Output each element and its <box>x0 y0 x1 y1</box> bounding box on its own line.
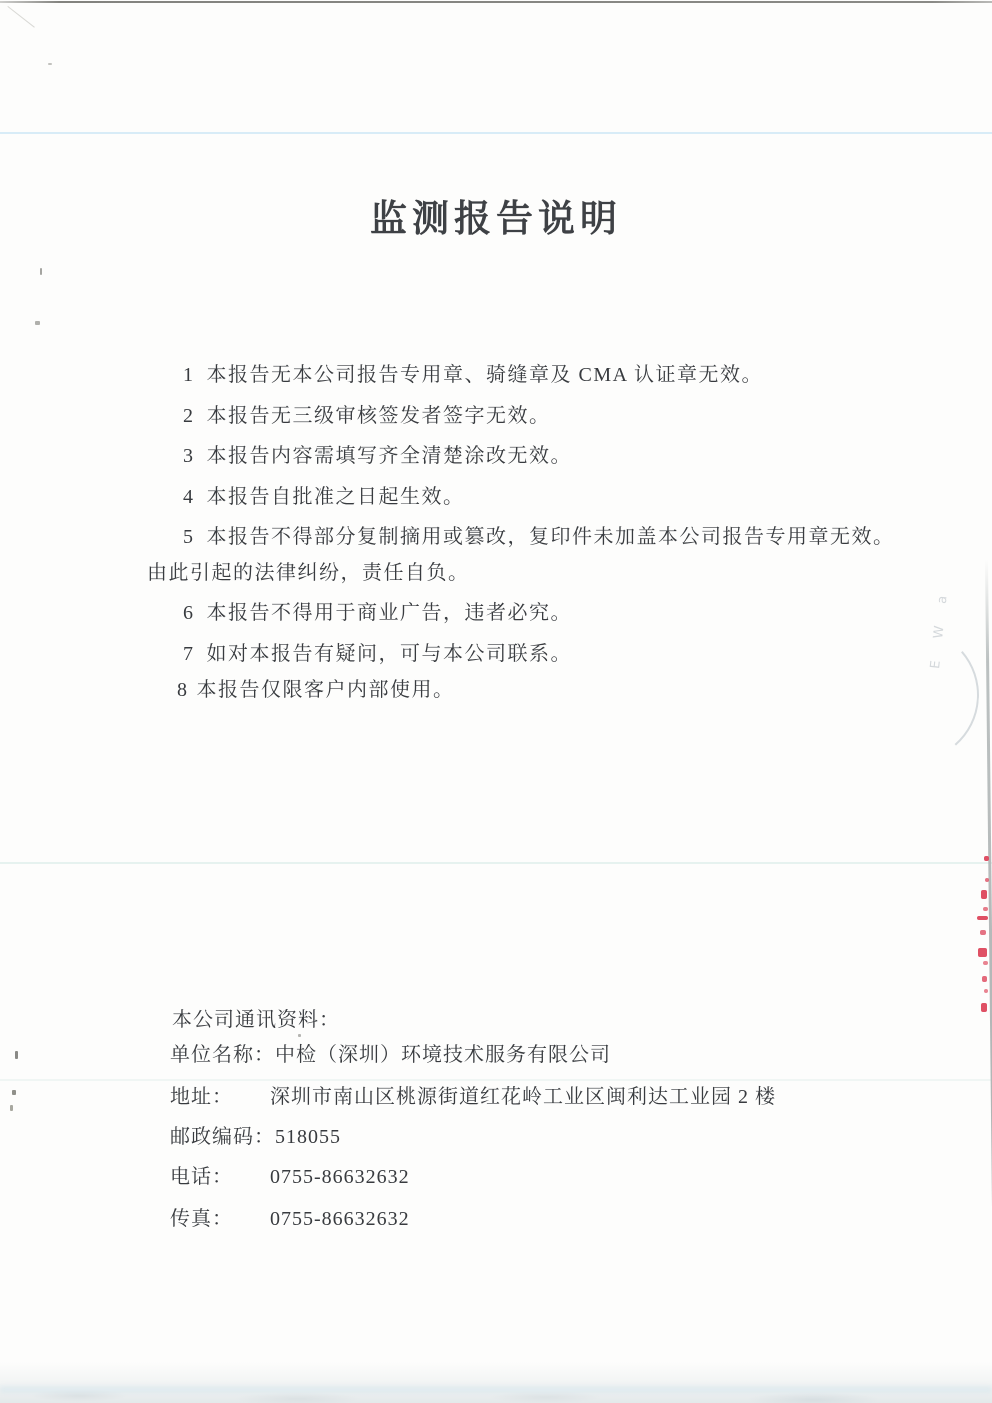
note-number: 5 <box>183 526 195 548</box>
note-text: 本报告不得用于商业广告，违者必究。 <box>206 602 572 624</box>
scan-line-upper <box>0 132 992 134</box>
ink-mark <box>982 976 987 982</box>
note-number: 4 <box>183 486 195 508</box>
contact-label: 地址： <box>170 1086 233 1108</box>
ink-mark <box>978 948 987 957</box>
contact-label: 单位名称： <box>170 1044 275 1066</box>
stamp-arc <box>840 623 983 766</box>
note-text: 由此引起的法律纠纷，责任自负。 <box>147 562 470 584</box>
note-item-4 <box>183 486 465 508</box>
ink-mark <box>980 930 986 935</box>
note-number: 2 <box>183 405 195 427</box>
scan-line-middle <box>0 862 992 864</box>
note-text: 本报告无本公司报告专用章、骑缝章及 CMA 认证章无效。 <box>206 364 763 386</box>
contact-label: 传真： <box>170 1208 233 1230</box>
bottom-scan-band <box>0 1362 992 1403</box>
dust-speck <box>15 1051 18 1059</box>
dust-speck <box>48 63 52 65</box>
note-item-2 <box>183 405 551 427</box>
dust-speck <box>10 1105 13 1111</box>
note-text: 本报告无三级审核签发者签字无效。 <box>206 405 551 427</box>
contact-label: 电话： <box>170 1166 233 1188</box>
scan-top-edge <box>0 1 992 3</box>
note-number: 6 <box>183 602 195 624</box>
dust-speck <box>298 1034 301 1037</box>
contact-row-postcode <box>170 1126 341 1148</box>
contact-row-fax <box>170 1208 410 1230</box>
contact-row-phone <box>170 1166 410 1188</box>
contact-row-address <box>170 1086 776 1108</box>
note-number: 1 <box>183 364 195 386</box>
dust-speck <box>12 1090 16 1095</box>
note-item-5-continuation <box>147 562 470 584</box>
ink-mark <box>984 856 989 861</box>
stamp-letters: E W a <box>928 586 952 670</box>
scan-line-lower <box>0 1079 992 1081</box>
ink-mark <box>983 907 988 911</box>
ink-mark <box>981 1003 987 1012</box>
contact-value: 中检（深圳）环境技术服务有限公司 <box>275 1044 611 1066</box>
note-item-5 <box>183 526 895 548</box>
corner-crease <box>7 6 34 28</box>
note-text: 本报告内容需填写齐全清楚涂改无效。 <box>206 445 572 467</box>
contact-value: 518055 <box>275 1126 341 1148</box>
note-item-6 <box>183 602 572 624</box>
ink-mark <box>983 961 988 965</box>
contact-value: 0755-86632632 <box>270 1208 410 1230</box>
ink-mark <box>984 989 988 993</box>
note-number: 8 <box>177 679 189 701</box>
note-item-7 <box>183 643 572 665</box>
page-title: 监测报告说明 <box>370 199 622 240</box>
bottom-scan-tint <box>0 1386 992 1393</box>
note-item-3 <box>183 445 572 467</box>
note-number: 3 <box>183 445 195 467</box>
contact-heading: 本公司通讯资料： <box>172 1009 340 1031</box>
note-number: 7 <box>183 643 195 665</box>
note-text: 如对本报告有疑问，可与本公司联系。 <box>206 643 572 665</box>
ink-mark <box>985 878 989 882</box>
ink-mark <box>981 890 987 899</box>
dust-speck <box>35 321 40 325</box>
note-text: 本报告不得部分复制摘用或篡改，复印件未加盖本公司报告专用章无效。 <box>206 526 895 548</box>
note-item-1 <box>183 364 763 386</box>
contact-value: 0755-86632632 <box>270 1166 410 1188</box>
contact-row-company <box>170 1044 611 1066</box>
note-text: 本报告自批准之日起生效。 <box>206 486 465 508</box>
contact-value: 深圳市南山区桃源街道红花岭工业区闽利达工业园 2 楼 <box>270 1086 776 1108</box>
note-text: 本报告仅限客户内部使用。 <box>196 679 455 701</box>
note-item-8 <box>177 679 455 701</box>
dust-speck <box>40 268 42 275</box>
ink-mark <box>977 916 988 920</box>
contact-label: 邮政编码： <box>170 1126 275 1148</box>
